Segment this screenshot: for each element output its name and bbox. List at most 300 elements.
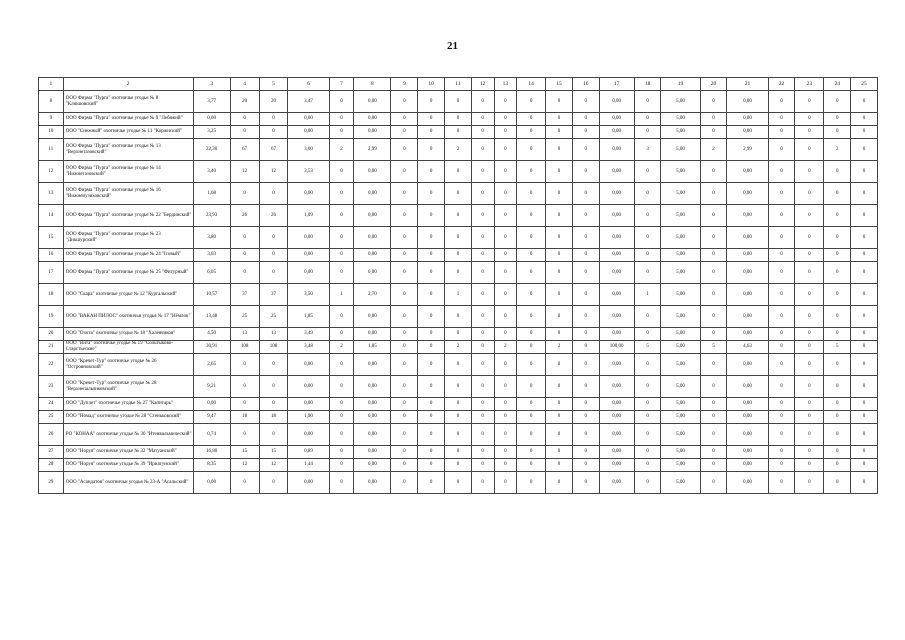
table-cell: 0 bbox=[768, 126, 795, 139]
table-cell: 27 bbox=[39, 446, 64, 459]
table-cell: 0 bbox=[546, 446, 573, 459]
table-cell: 7 bbox=[329, 78, 354, 91]
table-cell: 0 bbox=[445, 306, 472, 328]
table-cell: 2,70 bbox=[354, 284, 391, 306]
table-cell: 0 bbox=[824, 126, 851, 139]
table-cell: 5,00 bbox=[661, 341, 700, 354]
table-cell: 29 bbox=[39, 472, 64, 494]
table-cell: 0 bbox=[824, 227, 851, 249]
table-cell: 5,00 bbox=[661, 328, 700, 341]
table-cell: 0 bbox=[418, 341, 445, 354]
table-cell: 0 bbox=[700, 446, 727, 459]
table-cell: 12 bbox=[259, 161, 288, 183]
table-row bbox=[39, 91, 878, 113]
table-row bbox=[39, 354, 878, 376]
table-cell: 0 bbox=[795, 398, 824, 411]
table-cell: 0 bbox=[494, 227, 517, 249]
table-cell: 0 bbox=[795, 424, 824, 446]
table-cell: 0,00 bbox=[354, 411, 391, 424]
table-cell: 0,00 bbox=[193, 398, 230, 411]
table-cell: 13 bbox=[494, 78, 517, 91]
table-cell: 0 bbox=[259, 424, 288, 446]
table-cell: 0 bbox=[768, 113, 795, 126]
table-cell: 2 bbox=[329, 341, 354, 354]
table-cell: 0 bbox=[230, 249, 259, 262]
table-cell: 0,00 bbox=[599, 459, 634, 472]
table-cell: 0,00 bbox=[288, 398, 329, 411]
table-cell: 16,80 bbox=[193, 446, 230, 459]
table-cell: 0 bbox=[494, 183, 517, 205]
table-cell: 0,00 bbox=[727, 227, 768, 249]
table-cell: 25 bbox=[39, 411, 64, 424]
table-cell: 13 bbox=[259, 328, 288, 341]
table-cell: 0 bbox=[494, 139, 517, 161]
table-cell: 0,00 bbox=[727, 411, 768, 424]
table-cell: 24 bbox=[824, 78, 851, 91]
table-cell: 0,00 bbox=[599, 183, 634, 205]
table-cell: 0,00 bbox=[599, 411, 634, 424]
table-cell: 30,91 bbox=[193, 341, 230, 354]
table-cell: 0 bbox=[391, 424, 418, 446]
table-row bbox=[39, 262, 878, 284]
table-cell: 3 bbox=[193, 78, 230, 91]
table-cell: 0 bbox=[471, 183, 494, 205]
table-cell: 0 bbox=[851, 91, 878, 113]
table-cell: 0 bbox=[471, 126, 494, 139]
table-cell: 0,00 bbox=[599, 354, 634, 376]
table-cell: 0 bbox=[700, 249, 727, 262]
table-cell: 0 bbox=[329, 91, 354, 113]
table-cell: 0,74 bbox=[193, 424, 230, 446]
table-cell: 0 bbox=[329, 446, 354, 459]
table-cell: 0 bbox=[494, 472, 517, 494]
table-cell: 5,00 bbox=[661, 411, 700, 424]
table-cell: 12 bbox=[230, 459, 259, 472]
table-cell: 0 bbox=[329, 472, 354, 494]
table-cell: 0 bbox=[418, 328, 445, 341]
table-cell: 0 bbox=[445, 472, 472, 494]
table-cell: 0 bbox=[259, 472, 288, 494]
table-cell: 0,00 bbox=[727, 424, 768, 446]
table-cell: 5,00 bbox=[661, 376, 700, 398]
table-cell: 5,00 bbox=[661, 227, 700, 249]
table-cell: 3,80 bbox=[193, 227, 230, 249]
table-cell: 0 bbox=[517, 398, 546, 411]
table-cell: 0,00 bbox=[354, 91, 391, 113]
table-cell: 0 bbox=[700, 284, 727, 306]
table-cell: 0 bbox=[824, 376, 851, 398]
table-cell: 0 bbox=[634, 227, 661, 249]
table-cell: 0 bbox=[546, 91, 573, 113]
table-cell: 0 bbox=[700, 411, 727, 424]
table-cell: 0,00 bbox=[727, 472, 768, 494]
table-cell: 0,00 bbox=[354, 262, 391, 284]
table-cell: 0 bbox=[768, 91, 795, 113]
table-cell: 0 bbox=[634, 306, 661, 328]
cell-name: ООО "Скара" охотничье угодье № 12 "Кургальский" bbox=[63, 284, 193, 306]
table-cell: 0 bbox=[851, 398, 878, 411]
table-cell: 0 bbox=[700, 161, 727, 183]
table-cell: 1 bbox=[39, 78, 64, 91]
table-cell: 1 bbox=[329, 284, 354, 306]
table-cell: 0 bbox=[572, 398, 599, 411]
table-cell: 0 bbox=[230, 472, 259, 494]
table-cell: 0 bbox=[768, 411, 795, 424]
cell-name: ООО "Норуя" охотничье угодье № 32 "Матуанский" bbox=[63, 446, 193, 459]
table-cell: 0 bbox=[546, 398, 573, 411]
table-cell: 8 bbox=[39, 91, 64, 113]
table-cell: 13 bbox=[39, 183, 64, 205]
table-cell: 1,09 bbox=[288, 205, 329, 227]
table-cell: 0 bbox=[494, 205, 517, 227]
table-cell: 0 bbox=[768, 205, 795, 227]
table-cell: 0 bbox=[572, 205, 599, 227]
cell-name: ООО "Кречет-Тур" охотничье угодье № 28 "Верхнепальчиковский" bbox=[63, 376, 193, 398]
table-cell: 0,00 bbox=[288, 424, 329, 446]
table-cell: 2,99 bbox=[727, 139, 768, 161]
table-cell: 0,00 bbox=[354, 161, 391, 183]
table-cell: 5,00 bbox=[661, 91, 700, 113]
table-cell: 0 bbox=[517, 328, 546, 341]
table-cell: 20 bbox=[700, 78, 727, 91]
table-cell: 0,00 bbox=[288, 472, 329, 494]
table-cell: 0 bbox=[517, 354, 546, 376]
table-cell: 0,00 bbox=[727, 354, 768, 376]
table-cell: 9,47 bbox=[193, 411, 230, 424]
table-cell: 3,00 bbox=[288, 139, 329, 161]
table-cell: 0 bbox=[391, 126, 418, 139]
table-cell: 0 bbox=[795, 126, 824, 139]
table-cell: 0 bbox=[259, 262, 288, 284]
table-cell: 0 bbox=[546, 472, 573, 494]
table-cell: 0 bbox=[634, 446, 661, 459]
table-cell: 0,89 bbox=[288, 446, 329, 459]
cell-name: ООО Фирма "Пурга" охотничье угодье № 23 "Дикшурский" bbox=[63, 227, 193, 249]
table-cell: 15 bbox=[39, 227, 64, 249]
table-cell: 0 bbox=[768, 354, 795, 376]
table-cell: 9,21 bbox=[193, 376, 230, 398]
table-cell: 0 bbox=[230, 126, 259, 139]
table-cell: 0 bbox=[391, 341, 418, 354]
table-cell: 0 bbox=[572, 472, 599, 494]
table-cell: 2 bbox=[445, 341, 472, 354]
page-number: 21 bbox=[447, 40, 458, 52]
table-cell: 0 bbox=[700, 91, 727, 113]
table-cell: 15 bbox=[546, 78, 573, 91]
table-cell: 0 bbox=[391, 376, 418, 398]
table-cell: 0,00 bbox=[599, 328, 634, 341]
table-cell: 0 bbox=[795, 472, 824, 494]
table-cell: 0 bbox=[391, 262, 418, 284]
table-cell: 0,00 bbox=[727, 284, 768, 306]
table-cell: 0 bbox=[329, 113, 354, 126]
table-cell: 0 bbox=[391, 91, 418, 113]
table-cell: 0 bbox=[445, 113, 472, 126]
table-cell: 0 bbox=[768, 398, 795, 411]
table-cell: 0 bbox=[824, 183, 851, 205]
table-cell: 0 bbox=[572, 459, 599, 472]
table-cell: 0 bbox=[418, 459, 445, 472]
table-row bbox=[39, 161, 878, 183]
table-cell: 0 bbox=[471, 161, 494, 183]
table-cell: 0 bbox=[517, 91, 546, 113]
table-cell: 0 bbox=[572, 446, 599, 459]
table-cell: 0 bbox=[230, 424, 259, 446]
table-cell: 0,00 bbox=[354, 354, 391, 376]
table-cell: 0 bbox=[824, 306, 851, 328]
table-cell: 0,00 bbox=[354, 376, 391, 398]
table-cell: 0 bbox=[391, 183, 418, 205]
table-cell: 0 bbox=[546, 205, 573, 227]
table-cell: 0 bbox=[795, 262, 824, 284]
table-cell: 4 bbox=[230, 78, 259, 91]
table-cell: 0 bbox=[471, 262, 494, 284]
table-row bbox=[39, 398, 878, 411]
table-cell: 2 bbox=[494, 341, 517, 354]
table-cell: 0 bbox=[546, 306, 573, 328]
table-cell: 0 bbox=[471, 398, 494, 411]
table-cell: 0 bbox=[824, 284, 851, 306]
cell-name: ООО Фирма "Пурга" охотничье угодье № 13 "Верхнетазовский" bbox=[63, 139, 193, 161]
table-cell: 0 bbox=[471, 376, 494, 398]
table-cell: 0 bbox=[391, 227, 418, 249]
cell-name: ООО Фирма "Пурга" охотничье угодье № 8 "Клюшовский" bbox=[63, 91, 193, 113]
table-cell: 0,00 bbox=[354, 126, 391, 139]
table-cell: 0 bbox=[494, 354, 517, 376]
table-cell: 0 bbox=[391, 113, 418, 126]
table-cell: 0 bbox=[572, 139, 599, 161]
table-cell: 5,00 bbox=[661, 354, 700, 376]
table-cell: 10 bbox=[39, 126, 64, 139]
table-cell: 37 bbox=[259, 284, 288, 306]
table-cell: 0 bbox=[471, 91, 494, 113]
table-cell: 0 bbox=[700, 354, 727, 376]
table-cell: 108 bbox=[259, 341, 288, 354]
table-cell: 3,40 bbox=[193, 161, 230, 183]
table-header-row bbox=[39, 78, 878, 91]
table-cell: 0 bbox=[795, 284, 824, 306]
table-cell: 0 bbox=[700, 398, 727, 411]
table-cell: 0 bbox=[634, 459, 661, 472]
table-cell: 0 bbox=[700, 126, 727, 139]
table-cell: 0 bbox=[700, 113, 727, 126]
table-cell: 0 bbox=[445, 411, 472, 424]
table-cell: 0 bbox=[768, 306, 795, 328]
table-cell: 0 bbox=[517, 227, 546, 249]
table-cell: 0 bbox=[795, 354, 824, 376]
table-cell: 1 bbox=[634, 284, 661, 306]
table-cell: 5,00 bbox=[661, 284, 700, 306]
table-cell: 0 bbox=[824, 205, 851, 227]
table-cell: 0 bbox=[768, 227, 795, 249]
table-cell: 0 bbox=[418, 91, 445, 113]
table-cell: 0 bbox=[634, 113, 661, 126]
table-cell: 13,48 bbox=[193, 306, 230, 328]
table-cell: 0 bbox=[471, 284, 494, 306]
table-cell: 0 bbox=[546, 328, 573, 341]
table-cell: 12 bbox=[471, 78, 494, 91]
table-cell: 23 bbox=[795, 78, 824, 91]
table-cell: 0 bbox=[517, 472, 546, 494]
table-cell: 0 bbox=[634, 354, 661, 376]
table-cell: 8 bbox=[354, 78, 391, 91]
table-cell: 0 bbox=[418, 424, 445, 446]
table-cell: 0 bbox=[795, 306, 824, 328]
table-cell: 0 bbox=[546, 249, 573, 262]
data-table bbox=[38, 77, 878, 494]
table-cell: 0 bbox=[768, 183, 795, 205]
table-cell: 0 bbox=[445, 262, 472, 284]
table-cell: 0 bbox=[851, 161, 878, 183]
table-cell: 0 bbox=[768, 472, 795, 494]
table-cell: 0 bbox=[824, 446, 851, 459]
table-cell: 0 bbox=[572, 249, 599, 262]
table-cell: 0 bbox=[824, 91, 851, 113]
table-cell: 0 bbox=[824, 472, 851, 494]
table-cell: 0 bbox=[634, 376, 661, 398]
table-cell: 0 bbox=[391, 306, 418, 328]
cell-name: РО "КОНАА" охотничье угодье № 30 "Итенвальмический" bbox=[63, 424, 193, 446]
table-cell: 20 bbox=[259, 91, 288, 113]
table-cell: 0 bbox=[824, 398, 851, 411]
table-cell: 0 bbox=[259, 113, 288, 126]
table-cell: 20 bbox=[39, 328, 64, 341]
table-cell: 0 bbox=[494, 126, 517, 139]
cell-name: ООО "ВАКАН ПИЛОС" охотничьи угодья № 17 "Нёмлок" bbox=[63, 306, 193, 328]
table-cell: 0 bbox=[824, 354, 851, 376]
table-cell: 0 bbox=[634, 411, 661, 424]
table-cell: 0 bbox=[517, 411, 546, 424]
cell-name: ООО "Норуя" охотничье угодье № 39 "Ириатунский" bbox=[63, 459, 193, 472]
table-cell: 0 bbox=[851, 376, 878, 398]
table-cell: 0 bbox=[494, 262, 517, 284]
table-row bbox=[39, 472, 878, 494]
table-cell: 12 bbox=[39, 161, 64, 183]
table-cell: 0 bbox=[851, 446, 878, 459]
table-cell: 0 bbox=[517, 341, 546, 354]
table-cell: 0 bbox=[546, 227, 573, 249]
table-cell: 5,00 bbox=[661, 249, 700, 262]
table-cell: 0,00 bbox=[193, 472, 230, 494]
table-cell: 5,00 bbox=[661, 139, 700, 161]
table-cell: 5,00 bbox=[661, 472, 700, 494]
table-cell: 0 bbox=[634, 328, 661, 341]
table-row bbox=[39, 306, 878, 328]
table-cell: 0,00 bbox=[727, 205, 768, 227]
table-cell: 0 bbox=[851, 284, 878, 306]
table-cell: 0 bbox=[329, 354, 354, 376]
table-cell: 0 bbox=[851, 354, 878, 376]
table-cell: 0 bbox=[700, 459, 727, 472]
table-cell: 0 bbox=[700, 306, 727, 328]
table-cell: 1,44 bbox=[288, 459, 329, 472]
table-cell: 1,68 bbox=[193, 183, 230, 205]
table-cell: 100,00 bbox=[599, 341, 634, 354]
table-cell: 0,00 bbox=[727, 249, 768, 262]
table-cell: 0 bbox=[851, 306, 878, 328]
table-cell: 0,00 bbox=[727, 161, 768, 183]
table-cell: 0 bbox=[546, 139, 573, 161]
table-cell: 0 bbox=[445, 161, 472, 183]
table-cell: 0 bbox=[494, 328, 517, 341]
cell-name: ООО Фирма "Пурга" охотничье угодье № 24 "Ісовый" bbox=[63, 249, 193, 262]
table-cell: 2 bbox=[329, 139, 354, 161]
table-cell: 4,63 bbox=[727, 341, 768, 354]
table-cell: 0 bbox=[824, 249, 851, 262]
table-cell: 22 bbox=[39, 354, 64, 376]
table-cell: 0 bbox=[768, 262, 795, 284]
table-cell: 0 bbox=[824, 424, 851, 446]
table-cell: 5,00 bbox=[661, 113, 700, 126]
table-cell: 0 bbox=[768, 139, 795, 161]
table-cell: 0 bbox=[471, 227, 494, 249]
table-cell: 12 bbox=[230, 161, 259, 183]
table-cell: 0 bbox=[445, 424, 472, 446]
table-cell: 0,00 bbox=[599, 249, 634, 262]
table-cell: 5 bbox=[634, 341, 661, 354]
table-cell: 0 bbox=[517, 306, 546, 328]
table-cell: 108 bbox=[230, 341, 259, 354]
table-cell: 0 bbox=[329, 424, 354, 446]
table-cell: 0 bbox=[471, 424, 494, 446]
table-cell: 1,85 bbox=[354, 341, 391, 354]
table-row bbox=[39, 411, 878, 424]
table-cell: 0 bbox=[572, 161, 599, 183]
table-cell: 0 bbox=[471, 411, 494, 424]
table-cell: 0 bbox=[634, 262, 661, 284]
table-cell: 0 bbox=[546, 262, 573, 284]
table-cell: 9 bbox=[39, 113, 64, 126]
cell-name: ООО Фирма "Пурга" охотничье угодье № 16 "Нижнеиузиховский" bbox=[63, 183, 193, 205]
table-cell: 0 bbox=[851, 113, 878, 126]
table-cell: 5,00 bbox=[661, 205, 700, 227]
table-cell: 25 bbox=[230, 306, 259, 328]
table-cell: 3,25 bbox=[193, 126, 230, 139]
table-row bbox=[39, 113, 878, 126]
table-cell: 0 bbox=[634, 161, 661, 183]
table-cell: 0 bbox=[329, 227, 354, 249]
table-cell: 0,00 bbox=[288, 113, 329, 126]
table-cell: 21 bbox=[727, 78, 768, 91]
table-cell: 0 bbox=[445, 91, 472, 113]
table-cell: 0 bbox=[418, 398, 445, 411]
table-cell: 2 bbox=[824, 139, 851, 161]
table-cell: 25 bbox=[851, 78, 878, 91]
table-cell: 0 bbox=[851, 126, 878, 139]
table-cell: 0,00 bbox=[354, 472, 391, 494]
table-cell: 0 bbox=[418, 354, 445, 376]
table-cell: 0 bbox=[517, 446, 546, 459]
table-cell: 0 bbox=[572, 328, 599, 341]
table-cell: 0 bbox=[445, 459, 472, 472]
table-cell: 0 bbox=[795, 446, 824, 459]
table-cell: 11 bbox=[445, 78, 472, 91]
cell-name: ООО "Охота" охотничье угодье № 18 "Халевчиков" bbox=[63, 328, 193, 341]
table-cell: 0 bbox=[418, 306, 445, 328]
table-cell: 18 bbox=[39, 284, 64, 306]
cell-name: ООО "Асандатов" охотничьи угодья № 33-А "Асальский" bbox=[63, 472, 193, 494]
table-cell: 0 bbox=[259, 398, 288, 411]
table-cell: 0 bbox=[768, 284, 795, 306]
table-cell: 25 bbox=[259, 306, 288, 328]
table-cell: 0 bbox=[494, 306, 517, 328]
cell-name: ООО "Кречет-Тур" охотничье угодье № 26 "Островновский" bbox=[63, 354, 193, 376]
table-cell: 0 bbox=[259, 376, 288, 398]
table-cell: 0 bbox=[700, 183, 727, 205]
table-cell: 0,00 bbox=[354, 328, 391, 341]
table-cell: 67 bbox=[230, 139, 259, 161]
table-cell: 0 bbox=[418, 262, 445, 284]
